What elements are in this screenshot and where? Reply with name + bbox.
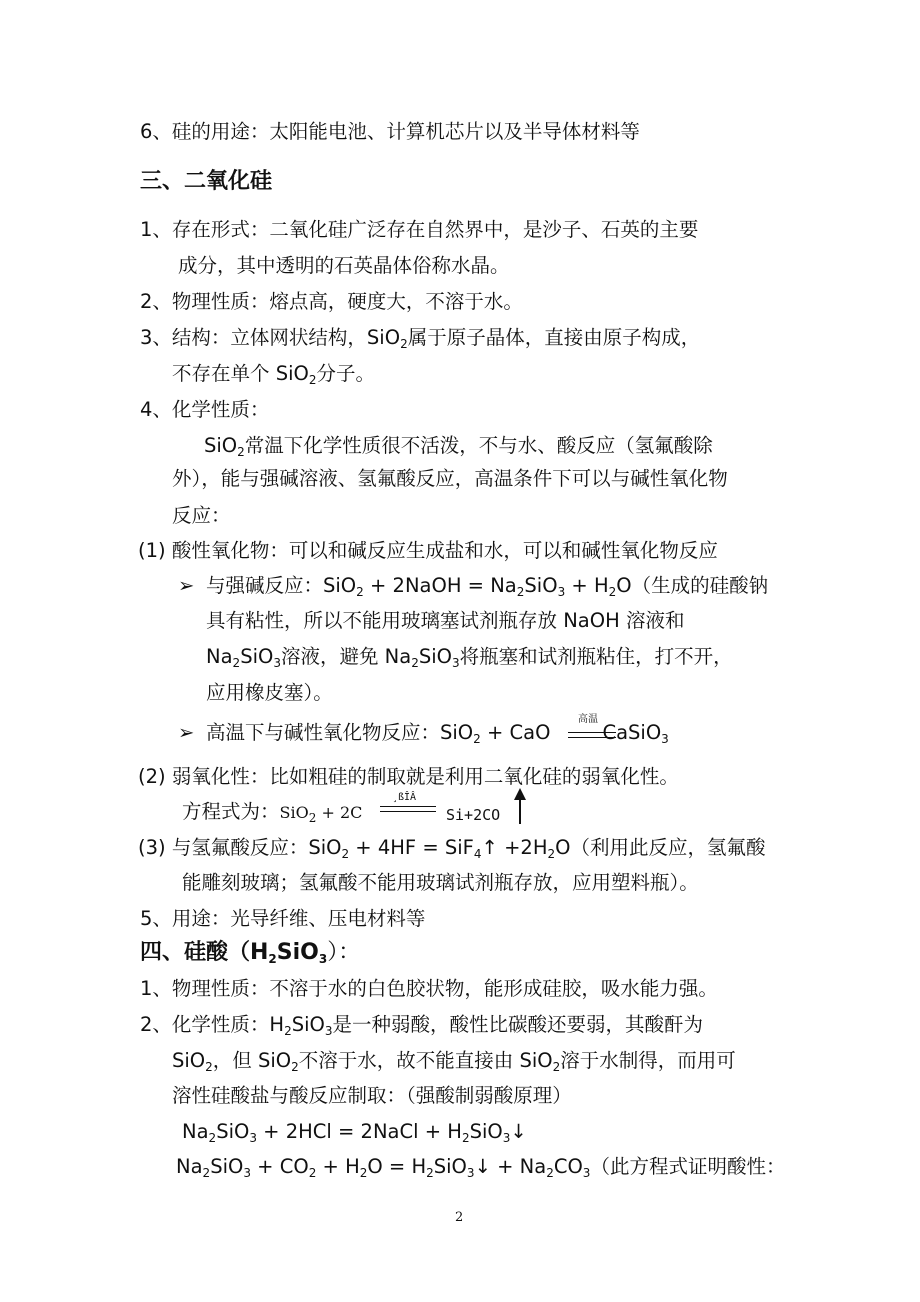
silicic-acid-chemical-line-3: 溶性硅酸盐与酸反应制取：（强酸制弱酸原理） <box>172 1084 572 1107</box>
item-hf-reaction-line-2: 能雕刻玻璃；氢氟酸不能用玻璃试剂瓶存放，应用塑料瓶）。 <box>182 871 699 894</box>
heading-silicon-dioxide: 三、二氧化硅 <box>140 169 273 194</box>
silicic-acid-chemical-line-1: 2、化学性质：$H_2SiO_3$是一种弱酸，酸性比碳酸还要弱，其酸酐为 <box>140 1013 704 1038</box>
sio2-chemical-properties-title: 4、化学性质： <box>140 398 270 421</box>
silicic-acid-chemical-line-2: SiO$_2$，但 SiO$_2$不溶于水，故不能直接由 SiO$_2$溶于水制得，而用可 <box>172 1049 736 1074</box>
silicon-uses-line: 6、硅的用途：太阳能电池、计算机芯片以及半导体材料等 <box>140 120 640 143</box>
equation-coarse-silicon-products: Si+2CO <box>446 806 501 824</box>
bullet-strong-base-line-3: $Na_2SiO_3$溶液，避免 $Na_2SiO_3$将瓶塞和试剂瓶粘住，打不开， <box>206 645 733 670</box>
gas-up-arrow-icon <box>513 788 527 826</box>
bullet-strong-base-line-4: 应用橡皮塞）。 <box>206 681 333 704</box>
bullet-basic-oxide-line: ➢ 高温下与碱性氧化物反应：SiO$_2$ + CaO CaSiO$_3$ <box>178 721 669 746</box>
arrow-bullet-icon: ➢ <box>178 721 195 744</box>
item-acidic-oxide: (1) 酸性氧化物：可以和碱反应生成盐和水，可以和碱性氧化物反应 <box>138 539 718 562</box>
arrow-bullet-icon: ➢ <box>178 574 195 597</box>
sio2-uses: 5、用途：光导纤维、压电材料等 <box>140 907 426 930</box>
silicic-acid-physical: 1、物理性质：不溶于水的白色胶状物，能形成硅胶，吸水能力强。 <box>140 977 718 1000</box>
sio2-chemical-para-line-2: 外），能与强碱溶液、氢氟酸反应，高温条件下可以与碱性氧化物 <box>172 467 728 490</box>
sio2-structure-line-2: 不存在单个 SiO$_2$分子。 <box>172 362 375 387</box>
sio2-structure-line-1: 3、结构：立体网状结构，SiO$_2$属于原子晶体，直接由原子构成， <box>140 326 701 351</box>
sio2-occurrence-line-1: 1、存在形式：二氧化硅广泛存在自然界中，是沙子、石英的主要 <box>140 218 699 241</box>
garbled-condition-text: ¸ßÎÂ <box>392 792 417 803</box>
equation-coarse-silicon: 方程式为：SiO$_2$ + 2C <box>182 800 363 825</box>
equation-double-line-2 <box>380 806 436 812</box>
sio2-occurrence-line-2: 成分，其中透明的石英晶体俗称水晶。 <box>178 254 510 277</box>
bullet-strong-base-line-2: 具有粘性，所以不能用玻璃塞试剂瓶存放 NaOH 溶液和 <box>206 609 685 632</box>
item-hf-reaction-line-1: (3) 与氢氟酸反应：SiO$_2$ + 4HF = SiF$_4$↑ $+2H_2O$（利用此反应，氢氟酸 <box>138 836 766 861</box>
item-weak-oxidizing: (2) 弱氧化性：比如粗硅的制取就是利用二氧化硅的弱氧化性。 <box>138 765 679 788</box>
bullet-strong-base-line-1: ➢ 与强碱反应：SiO$_2$ + 2NaOH = $Na_2SiO_3 + H_2O$（生成的硅酸钠 <box>178 574 769 599</box>
equation-co2: $Na_2SiO_3 + CO_2 + H_2O$ = $H_2SiO_3↓ + Na_2CO_3$（此方程式证明酸性： <box>176 1155 786 1180</box>
high-temperature-condition: 高温 <box>578 714 598 725</box>
heading-silicic-acid: 四、硅酸$(H_2SiO_3)$： <box>140 940 361 966</box>
equation-double-line <box>568 732 616 738</box>
sio2-chemical-para-line-1: SiO$_2$常温下化学性质很不活泼，不与水、酸反应（氢氟酸除 <box>204 434 713 459</box>
sio2-physical-properties: 2、物理性质：熔点高，硬度大，不溶于水。 <box>140 290 523 313</box>
equation-hcl: $Na_2SiO_3 + 2HCl$ = 2NaCl + $H_2SiO_3↓$ <box>182 1120 527 1145</box>
sio2-chemical-para-line-3: 反应： <box>172 504 231 527</box>
page-number: 2 <box>455 1210 464 1225</box>
